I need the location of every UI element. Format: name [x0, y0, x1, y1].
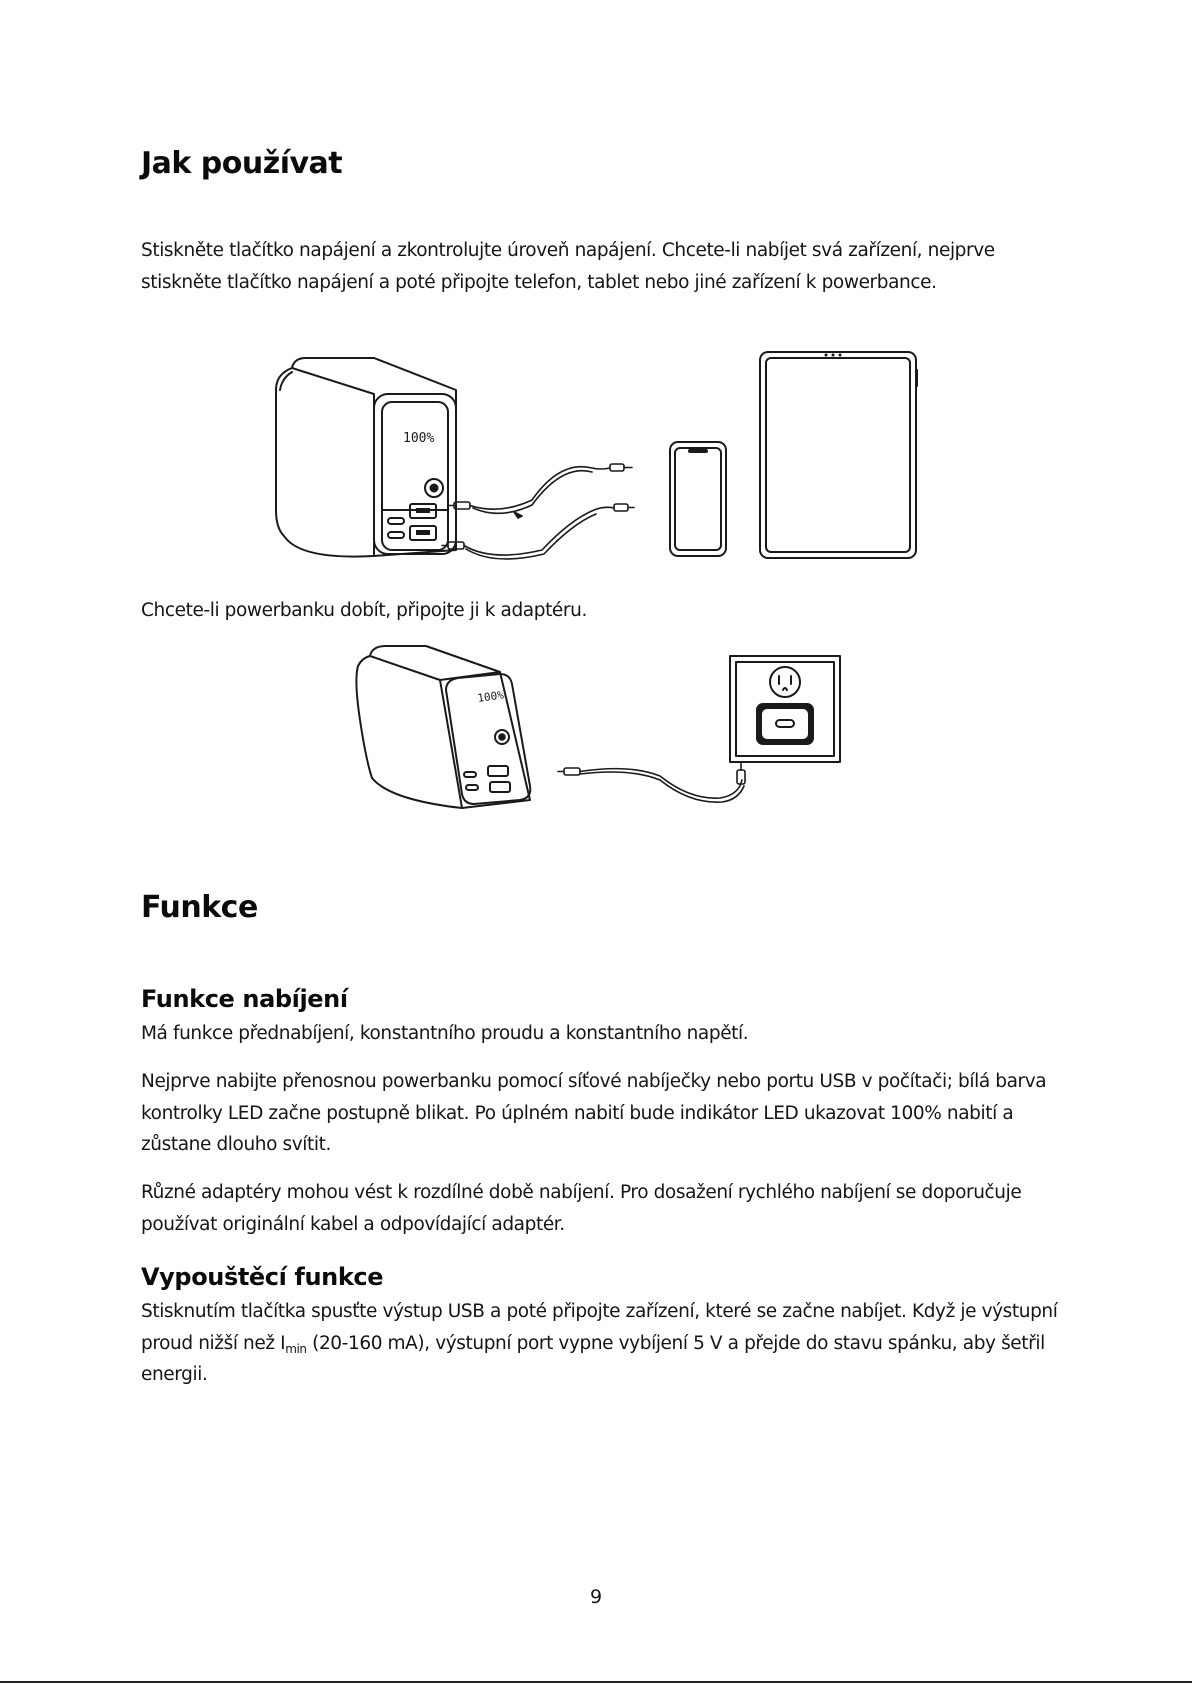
heading-how-to-use: Jak používat — [141, 146, 343, 181]
charging-paragraph-3: Různé adaptéry mohou vést k rozdílné době nabíjení. Pro dosažení rychlého nabíjení se doporučuje používat originální kabel a odpovídající adaptér. — [141, 1182, 1022, 1235]
powerbank-display: 100% — [403, 431, 435, 446]
discharge-subscript: min — [285, 1341, 307, 1356]
heading-discharge-function: Vypouštěcí funkce — [141, 1263, 384, 1291]
cables-drawing — [442, 464, 634, 559]
powerbank-drawing — [276, 358, 456, 557]
tablet-drawing — [760, 352, 917, 558]
bottom-rule — [0, 1681, 1192, 1683]
heading-charging-function: Funkce nabíjení — [141, 985, 348, 1013]
phone-drawing — [670, 442, 726, 556]
page-number: 9 — [589, 1586, 603, 1608]
illustration-charging-devices — [270, 350, 930, 572]
wall-outlet-drawing — [730, 656, 840, 762]
intro-paragraph: Stiskněte tlačítko napájení a zkontrolujte úroveň napájení. Chcete-li nabíjet svá zařízení, nejprve stiskněte tlačítko napájení a poté připojte telefon, tablet nebo jiné zařízení k powerbance. — [141, 240, 995, 293]
discharge-paragraph — [141, 1296, 1061, 1391]
charging-cable-drawing — [558, 762, 745, 802]
recharge-paragraph: Chcete-li powerbanku dobít, připojte ji k adaptéru. — [141, 600, 587, 621]
charging-paragraph-2: Nejprve nabijte přenosnou powerbanku pomocí síťové nabíječky nebo portu USB v počítači; bílá barva kontrolky LED začne postupně blikat. Po úplném nabití bude indikátor LED ukazovat 100% nabití a zůstane dlouho svítit. — [141, 1071, 1047, 1155]
charging-paragraph-1: Má funkce přednabíjení, konstantního proudu a konstantního napětí. — [141, 1023, 749, 1044]
illustration-recharge — [350, 640, 850, 810]
powerbank-tilted-drawing — [356, 646, 530, 808]
heading-functions: Funkce — [141, 890, 258, 925]
discharge-text-before: Stisknutím tlačítka spusťte výstup USB a poté připojte zařízení, které se začne nabíjet. Když je výstupní proud nižší než I — [141, 1301, 1058, 1354]
discharge-text-after: (20-160 mA), výstupní port vypne vybíjení 5 V a přejde do stavu spánku, aby šetřil energii. — [141, 1332, 1045, 1385]
powerbank-tilted-display: 100% — [476, 688, 505, 705]
